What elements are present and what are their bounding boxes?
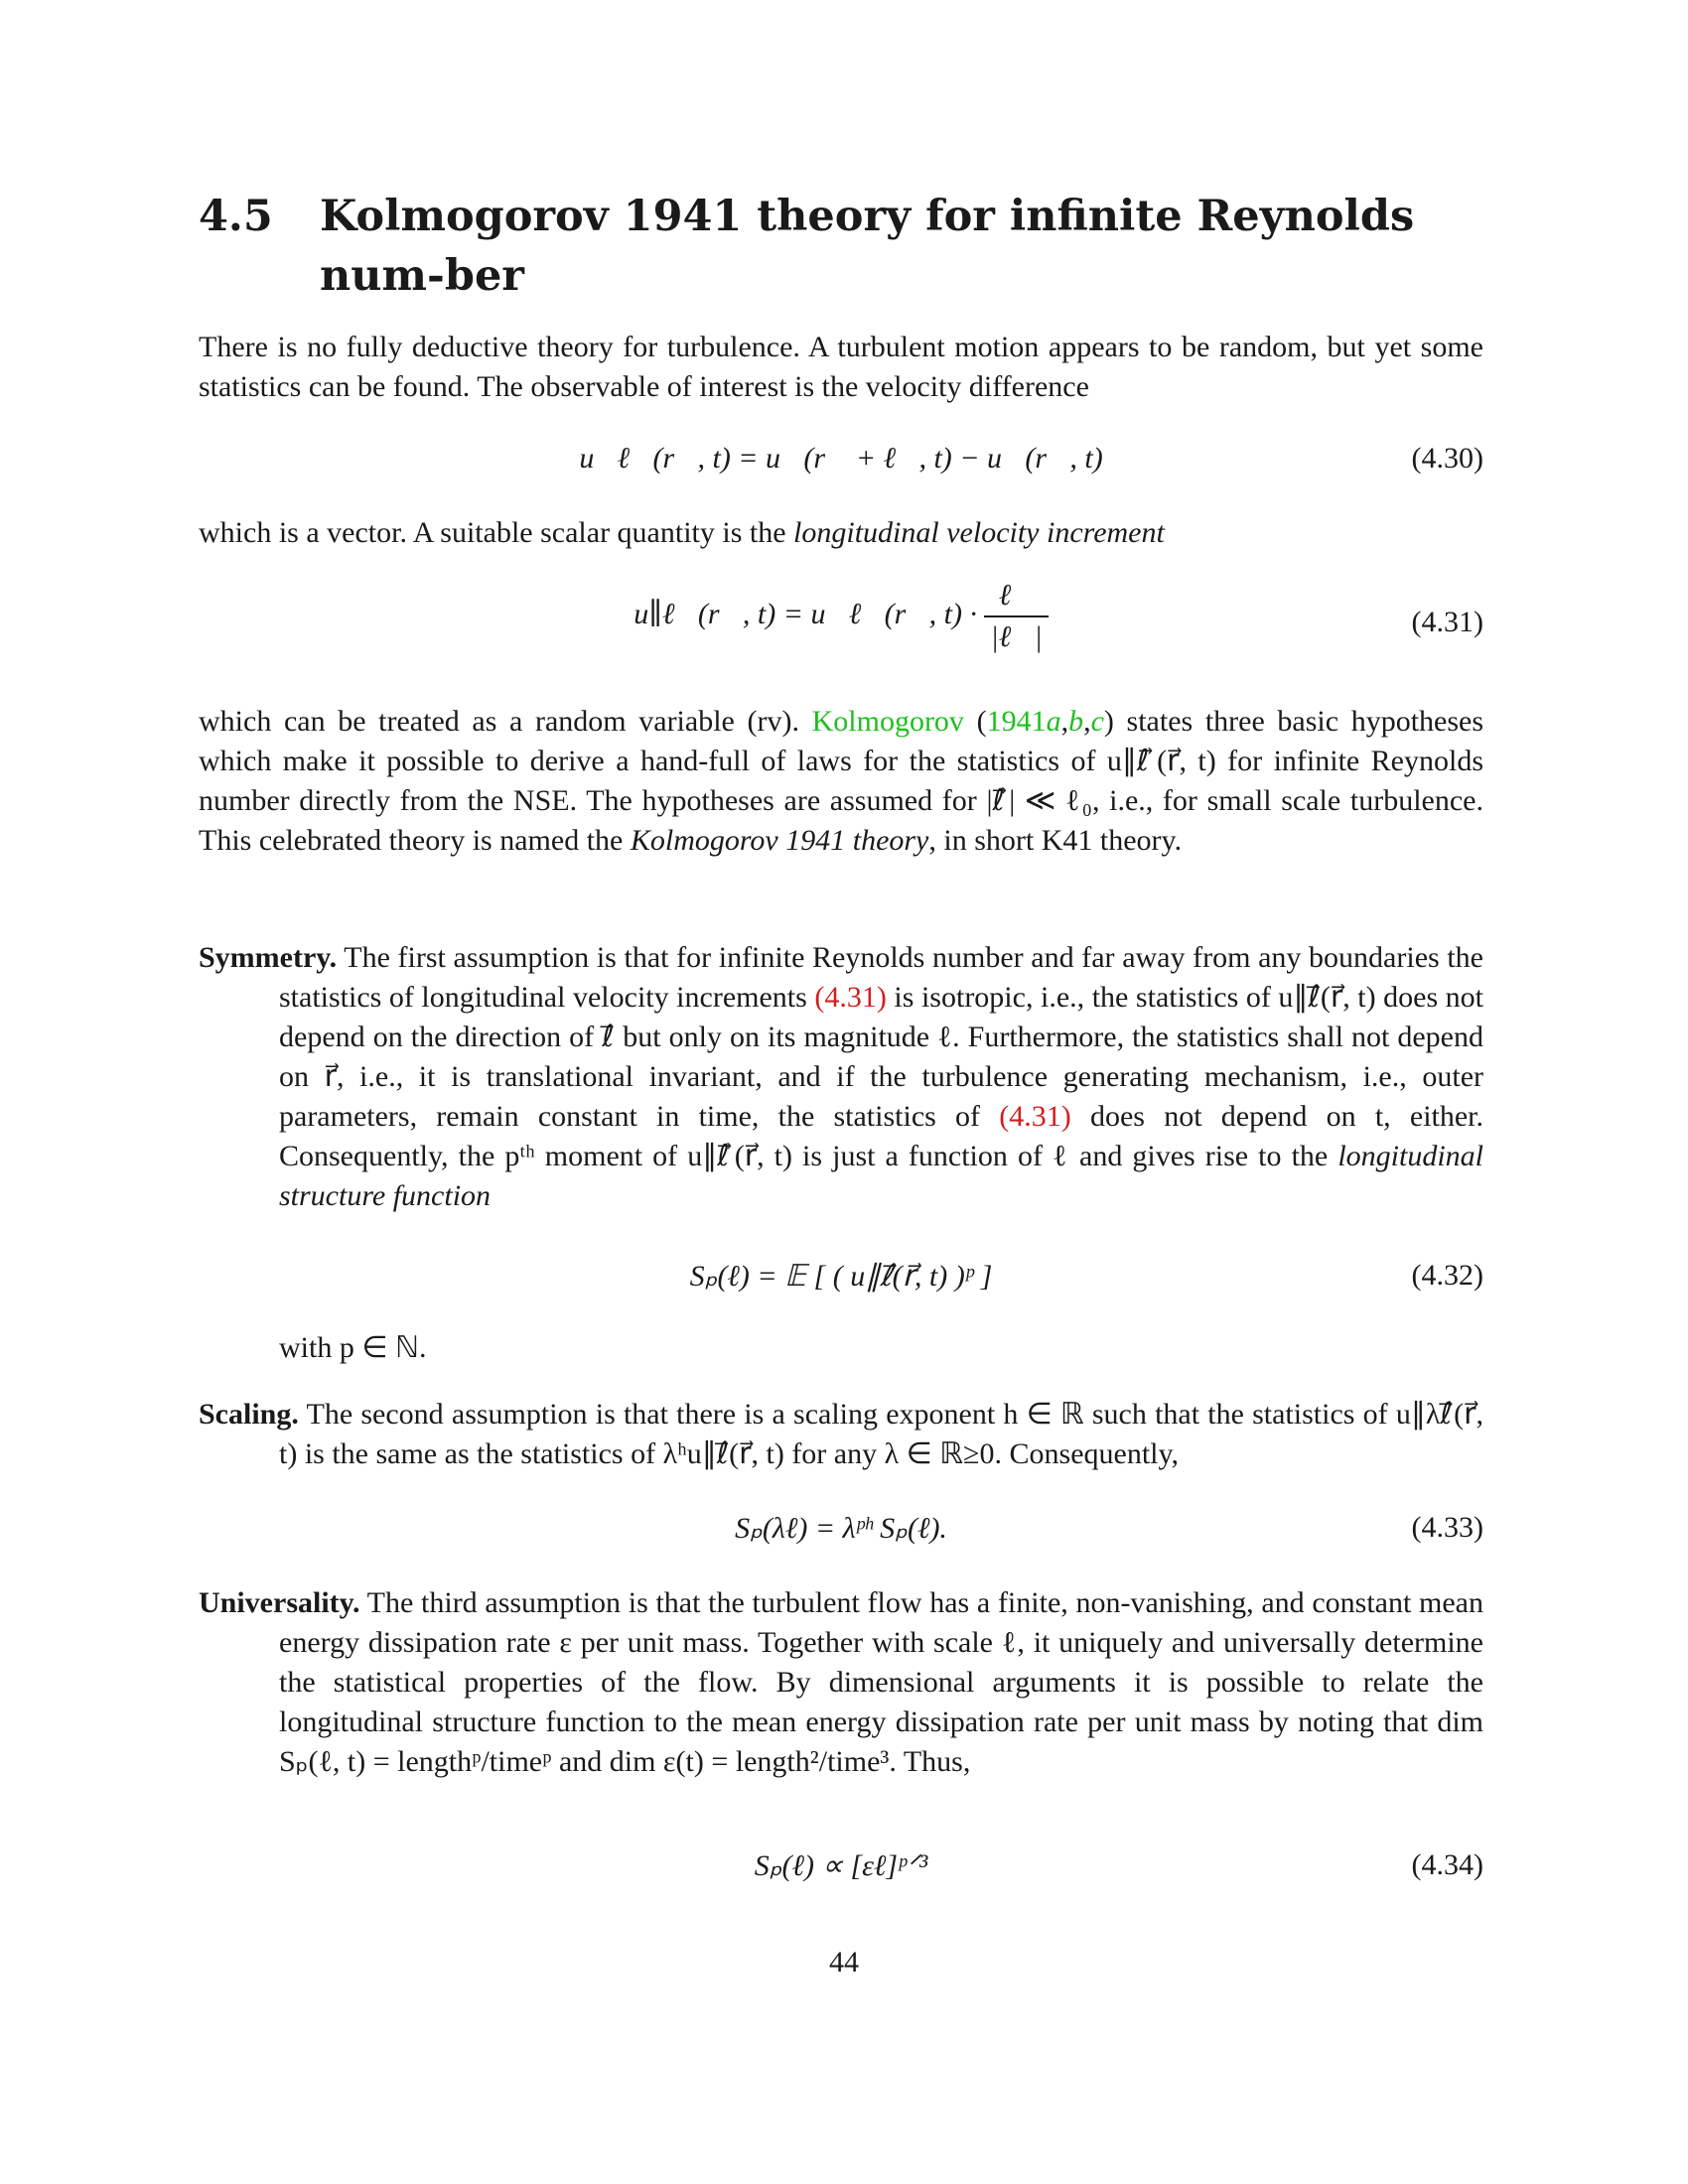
equation-lhs: u∥ℓ⃗(r⃗, t) = u⃗ℓ⃗(r⃗, t) · [633,597,977,630]
equation-4-31 [199,576,1483,685]
with-p-line: with p ∈ ℕ. [279,1331,427,1364]
fraction-denominator: |ℓ⃗| [984,615,1048,657]
equation-label: (4.32) [1411,1259,1483,1292]
intro-paragraph: There is no fully deductive theory for turbulence. A turbulent motion appears to be random, but yet some statistics can be found. The observable of interest is the velocity difference [199,331,1483,403]
section-title: Kolmogorov 1941 theory for infinite Reynolds num-ber [320,192,1415,301]
symmetry-hypothesis: Symmetry. The first assumption is that for infinite Reynolds number and far away from any boundaries the statistics of longitudinal velocity increments (4.31) is isotropic, i.e., the statistics of u∥ℓ⃗(r⃗, t) does not depend on the direction of ℓ⃗ but only on its magnitude ℓ. Furthermore, the statistics shall not depend on r⃗, i.e., it is translational invariant, and if the turbulence generating mechanism, i.e., outer parameters, remain constant in time, the statistics of (4.31) does not depend on t, either. Consequently, the pᵗʰ moment of u∥ℓ⃗(r⃗, t) is just a function of ℓ and gives rise to the longitudinal structure function [199,941,1484,1212]
equation-body: Sₚ(ℓ) = 𝔼 [ ( u∥ℓ⃗(r⃗, t) )ᵖ ] [689,1260,993,1293]
hypothesis-term: Symmetry. [199,941,338,974]
section-number: 4.5 [199,192,273,241]
emphasis: longitudinal structure function [279,1140,1484,1212]
hypothesis-term: Scaling. [199,1398,299,1431]
equation-label: (4.30) [1411,442,1483,475]
universality-hypothesis: Universality. The third assumption is that the turbulent flow has a finite, non-vanishing, and constant mean energy dissipation rate ε per unit mass. Together with scale ℓ, it uniquely and universally determine the statistical properties of the flow. By dimensional arguments it is possible to relate the longitudinal structure function to the mean energy dissipation rate per unit mass by noting that dim Sₚ(ℓ, t) = lengthᵖ/timeᵖ and dim ε(t) = length²/time³. Thus, [199,1586,1483,1778]
citation-a-link[interactable]: a [1046,705,1061,738]
page-number: 44 [829,1946,859,1979]
paragraph-2: which is a vector. A suitable scalar quantity is the longitudinal velocity increment [199,516,1165,549]
equation-label: (4.34) [1411,1848,1483,1881]
citation-author-link[interactable]: Kolmogorov [811,705,964,738]
citation-b-link[interactable]: b [1068,705,1084,738]
equation-body: u⃗ℓ⃗(r⃗, t) = u⃗(r⃗ + ℓ⃗, t) − u⃗(r⃗, t) [579,442,1103,475]
citation-year-link[interactable]: 1941 [986,705,1047,738]
equation-label: (4.31) [1411,606,1483,638]
equation-4-34 [199,1848,1483,1908]
equation-ref-link[interactable]: (4.31) [814,981,887,1014]
emphasis: longitudinal velocity increment [793,516,1165,549]
fraction [984,576,1048,657]
equation-body: Sₚ(λℓ) = λᵖʰ Sₚ(ℓ). [735,1512,947,1545]
equation-ref-link[interactable]: (4.31) [999,1100,1071,1133]
citation-c-link[interactable]: c [1090,705,1104,738]
paragraph-3: which can be treated as a random variable (rv). Kolmogorov (1941a,b,c) states three basic hypotheses which make it possible to derive a hand-full of laws for the statistics of u∥ℓ⃗(r⃗, t) for infinite Reynolds number directly from the NSE. The hypotheses are assumed for |ℓ⃗| ≪ ℓ₀, i.e., for small scale turbulence. This celebrated theory is named the Kolmogorov 1941 theory, in short K41 theory. [199,705,1484,857]
equation-4-30 [199,442,1483,501]
equation-4-32 [199,1259,1483,1318]
equation-4-33 [199,1511,1483,1570]
emphasis: Kolmogorov 1941 theory [630,824,929,857]
equation-body: Sₚ(ℓ) ∝ [εℓ]ᵖᐟ³ [754,1849,928,1882]
hypothesis-term: Universality. [199,1586,360,1619]
fraction-numerator: ℓ⃗ [998,579,1035,612]
equation-label: (4.33) [1411,1511,1483,1544]
scaling-hypothesis: Scaling. The second assumption is that there is a scaling exponent h ∈ ℝ such that the statistics of u∥λℓ⃗(r⃗, t) is the same as the statistics of λʰu∥ℓ⃗(r⃗, t) for any λ ∈ ℝ≥0. Consequently, [199,1398,1483,1470]
